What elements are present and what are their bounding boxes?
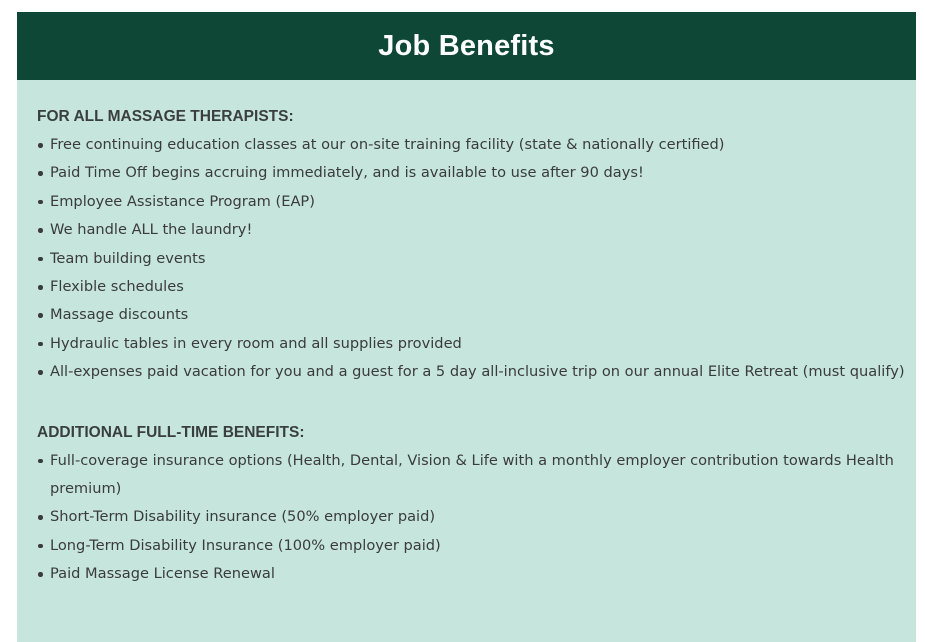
list-item: Hydraulic tables in every room and all supplies provided bbox=[37, 330, 905, 358]
benefits-card bbox=[17, 12, 916, 642]
list-item: Short-Term Disability insurance (50% employer paid) bbox=[37, 503, 905, 531]
section-full-time bbox=[37, 423, 916, 589]
list-item: Full-coverage insurance options (Health, Dental, Vision & Life with a monthly employer contribution towards Health premium) bbox=[37, 447, 905, 504]
benefits-list bbox=[37, 447, 916, 589]
benefits-list bbox=[37, 131, 916, 387]
list-item: Flexible schedules bbox=[37, 273, 905, 301]
page-title: Job Benefits bbox=[378, 29, 555, 62]
list-item: All-expenses paid vacation for you and a guest for a 5 day all-inclusive trip on our annual Elite Retreat (must qualify) bbox=[37, 358, 905, 386]
section-heading: FOR ALL MASSAGE THERAPISTS: bbox=[37, 108, 294, 125]
list-item: Paid Time Off begins accruing immediately, and is available to use after 90 days! bbox=[37, 159, 905, 187]
list-item: Long-Term Disability Insurance (100% employer paid) bbox=[37, 532, 905, 560]
list-item: Team building events bbox=[37, 245, 905, 273]
list-item: Paid Massage License Renewal bbox=[37, 560, 905, 588]
list-item: Massage discounts bbox=[37, 301, 905, 329]
benefits-header bbox=[17, 12, 916, 80]
benefits-content bbox=[17, 80, 916, 589]
list-item: Employee Assistance Program (EAP) bbox=[37, 188, 905, 216]
list-item: Free continuing education classes at our on-site training facility (state & nationally certified) bbox=[37, 131, 905, 159]
list-item: We handle ALL the laundry! bbox=[37, 216, 905, 244]
section-heading: ADDITIONAL FULL-TIME BENEFITS: bbox=[37, 423, 305, 441]
section-all-therapists bbox=[37, 107, 916, 387]
